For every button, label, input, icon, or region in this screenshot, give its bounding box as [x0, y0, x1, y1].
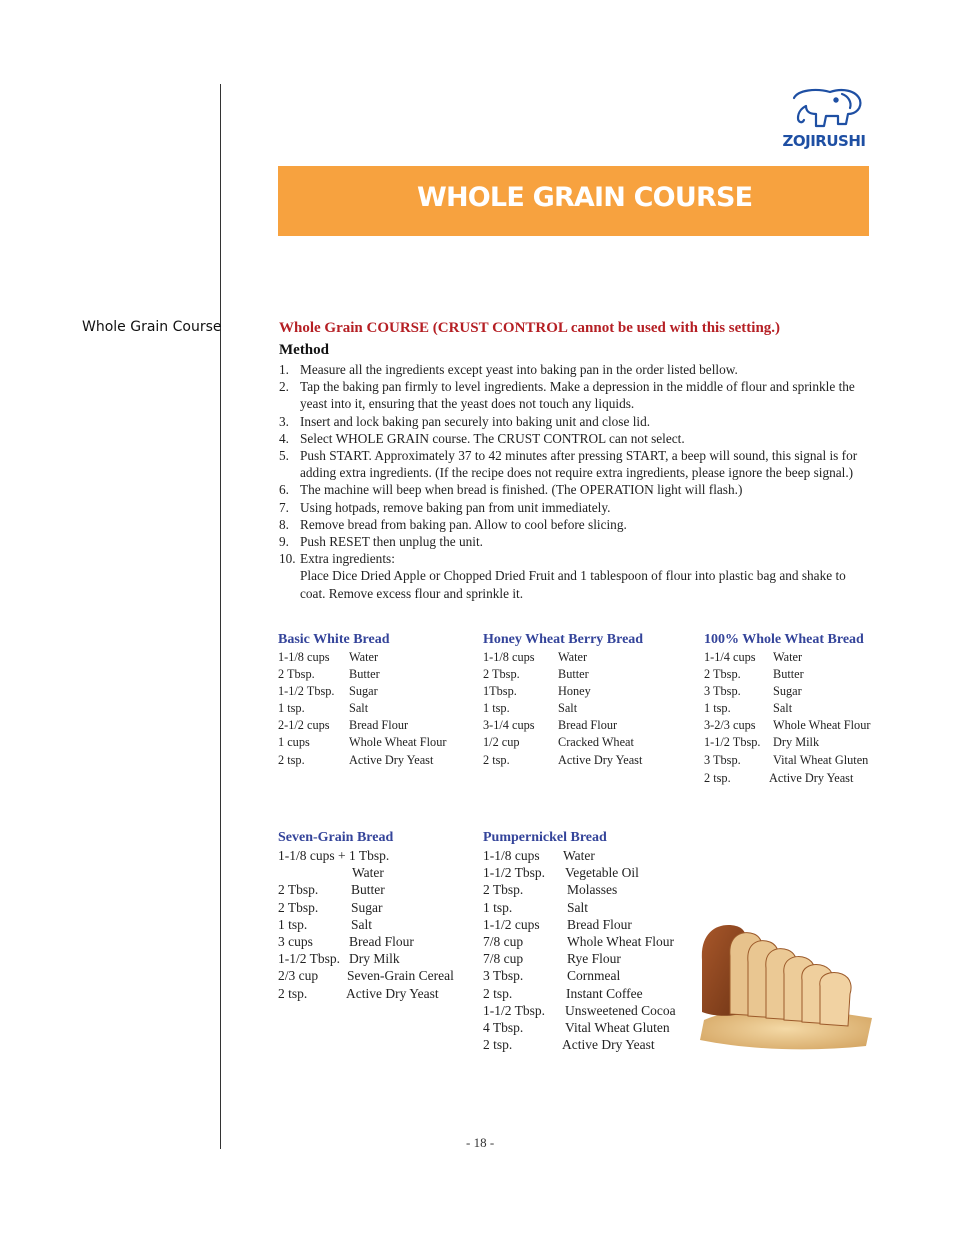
side-section-label: Whole Grain Course [82, 319, 222, 335]
step-text: Measure all the ingredients except yeast into baking pan in the order listed bellow. [300, 362, 738, 377]
ingredient-amount: 1 tsp. [278, 701, 305, 716]
ingredient-amount: 1-1/8 cups [483, 848, 540, 863]
ingredient-name: Sugar [773, 684, 802, 699]
ingredient-name: Active Dry Yeast [349, 752, 434, 767]
ingredient-row [483, 899, 683, 916]
ingredient-row [704, 666, 879, 683]
ingredient-row [483, 864, 683, 881]
step-item [279, 413, 869, 430]
step-number: 1. [279, 362, 289, 377]
ingredient-amount: 3 cups [278, 933, 313, 949]
recipe-title: Pumpernickel Bread [483, 830, 607, 845]
recipe-basic-white-bread [278, 631, 468, 769]
ingredient-name: Sugar [351, 899, 383, 915]
ingredient-name: Water [563, 848, 595, 863]
ingredient-row [483, 1002, 683, 1019]
ingredient-name: Unsweetened Cocoa [565, 1002, 676, 1018]
ingredient-row [483, 916, 683, 933]
ingredient-row [278, 967, 473, 984]
ingredient-amount: 2 tsp. [278, 752, 305, 767]
ingredient-amount: 3 Tbsp. [704, 752, 741, 767]
step-text: Using hotpads, remove baking pan from unit immediately. [300, 499, 611, 515]
ingredient-row [278, 847, 473, 864]
step-text: Push RESET then unplug the unit. [300, 534, 483, 550]
ingredient-name: Salt [351, 916, 373, 932]
step-text: Remove bread from baking pan. Allow to cool before slicing. [300, 516, 627, 532]
sliced-bread-image [690, 900, 880, 1060]
step-number: 2. [279, 379, 289, 395]
step-number: 4. [279, 430, 289, 446]
ingredient-row [278, 683, 468, 700]
ingredient-row [704, 700, 879, 717]
step-item [279, 481, 869, 498]
recipe-pumpernickel-bread [483, 829, 683, 1053]
step-text: Select WHOLE GRAIN course. The CRUST CONTROL can not select. [300, 430, 685, 446]
ingredient-row [483, 1036, 683, 1053]
ingredient-amount: 2 tsp. [278, 985, 308, 1001]
ingredient-name: Bread Flour [567, 916, 632, 932]
ingredient-amount: 2 Tbsp. [483, 882, 524, 898]
ingredient-amount: 1-1/2 cups [483, 916, 540, 932]
ingredient-amount: 1-1/2 Tbsp. [278, 684, 335, 699]
ingredient-name: Water [349, 650, 379, 664]
ingredient-row [278, 752, 468, 769]
ingredient-row [278, 916, 473, 933]
ingredient-name: Active Dry Yeast [558, 752, 643, 767]
step-text: Push START. Approximately 37 to 42 minutes after pressing START, a beep will sound, this signal is for adding extra ingredients. (If the recipe does not require extra ingredients, please ignore the beep signal.) [300, 448, 858, 481]
ingredient-row [483, 985, 683, 1002]
ingredient-row [278, 864, 473, 881]
ingredient-row [483, 1019, 683, 1036]
ingredient-amount: 1 tsp. [704, 701, 731, 716]
ingredient-row [278, 881, 473, 898]
ingredient-amount: 1/2 cup [483, 735, 520, 750]
ingredient-name: Molasses [567, 882, 618, 898]
ingredient-name: Salt [567, 899, 589, 915]
title-banner [278, 166, 869, 236]
step-item [279, 430, 869, 447]
ingredient-amount: 1 cups [278, 735, 310, 750]
ingredient-amount: 2-1/2 cups [278, 718, 330, 733]
ingredient-amount: 1-1/2 Tbsp. [704, 735, 761, 750]
ingredient-row [483, 967, 683, 984]
margin-divider-line [220, 84, 221, 1149]
ingredient-name: Rye Flour [567, 951, 621, 967]
ingredient-name: Butter [773, 667, 804, 682]
ingredient-row [483, 847, 683, 864]
recipe-title: Basic White Bread [278, 632, 390, 647]
ingredient-row [483, 700, 688, 717]
ingredient-amount: 3-1/4 cups [483, 718, 535, 733]
ingredient-name: Water [558, 650, 588, 664]
recipe-title: Honey Wheat Berry Bread [483, 632, 644, 647]
ingredient-row [483, 717, 688, 734]
ingredient-name: Vegetable Oil [565, 865, 639, 881]
ingredient-name: Cornmeal [567, 968, 621, 984]
ingredient-name: Cracked Wheat [558, 735, 634, 750]
ingredient-row [278, 950, 473, 967]
ingredient-amount: 1-1/2 Tbsp. [483, 1002, 546, 1018]
ingredient-amount: 1Tbsp. [483, 684, 517, 699]
ingredient-name: Salt [349, 701, 369, 716]
step-text: Tap the baking pan firmly to level ingredients. Make a depression in the middle of flour and sprinkle the yeast into it, ensuring that the yeast does not touch any liquids. [300, 379, 855, 412]
step-number: 9. [279, 534, 289, 550]
method-steps [279, 361, 869, 602]
ingredient-name: Active Dry Yeast [562, 1037, 655, 1053]
ingredient-name: Sugar [349, 684, 378, 699]
ingredient-amount: 2 Tbsp. [278, 882, 319, 898]
ingredient-name: Bread Flour [558, 718, 618, 733]
ingredient-row [483, 881, 683, 898]
ingredient-name: Bread Flour [349, 718, 409, 733]
ingredient-row [278, 700, 468, 717]
ingredient-row [483, 734, 688, 751]
ingredient-row [278, 717, 468, 734]
page-number: - 18 - [466, 1135, 495, 1150]
ingredient-amount: 2 tsp. [483, 752, 510, 767]
ingredient-amount: 1-1/2 Tbsp. [483, 865, 546, 881]
ingredient-amount: 1-1/8 cups + 1 Tbsp. [278, 848, 390, 863]
step-text: Insert and lock baking pan securely into baking unit and close lid. [300, 413, 651, 429]
course-subtitle: Whole Grain COURSE (CRUST CONTROL cannot be used with this setting.) [279, 320, 781, 336]
ingredient-row [483, 666, 688, 683]
ingredient-amount: 2 Tbsp. [278, 667, 315, 682]
step-number: 5. [279, 448, 289, 464]
step-text: The machine will beep when bread is finished. (The OPERATION light will flash.) [300, 482, 743, 498]
ingredient-amount: 1-1/8 cups [278, 650, 330, 664]
method-heading: Method [279, 342, 329, 358]
ingredient-row [483, 683, 688, 700]
step-number: 6. [279, 482, 289, 498]
ingredient-amount: 7/8 cup [483, 951, 524, 967]
ingredient-name: Water [352, 865, 384, 881]
step-item [279, 378, 869, 412]
step-extra-text: Place Dice Dried Apple or Chopped Dried Fruit and 1 tablespoon of flour into plastic bag and shake to coat. Remove excess flour and sprinkle it. [300, 568, 846, 601]
step-item [279, 361, 869, 378]
ingredient-name: Honey [558, 684, 591, 699]
ingredient-amount: 1-1/2 Tbsp. [278, 951, 341, 967]
ingredient-amount: 2 tsp. [704, 770, 731, 785]
ingredient-row [278, 985, 473, 1002]
brand-wordmark: ZOJIRUSHI [782, 132, 866, 150]
ingredient-amount: 2 tsp. [483, 1037, 513, 1053]
ingredient-amount: 2/3 cup [278, 968, 319, 984]
ingredient-name: Whole Wheat Flour [773, 718, 871, 733]
zojirushi-elephant-logo [776, 84, 872, 150]
step-item [279, 447, 869, 481]
recipe-whole-wheat-bread [704, 631, 879, 787]
ingredient-row [704, 717, 879, 734]
ingredient-amount: 1-1/8 cups [483, 650, 535, 664]
ingredient-name: Bread Flour [349, 933, 414, 949]
ingredient-amount: 3 Tbsp. [483, 968, 524, 984]
ingredient-row [704, 649, 879, 666]
ingredient-name: Water [773, 650, 803, 664]
ingredient-row [278, 734, 468, 751]
ingredient-name: Butter [558, 667, 589, 682]
step-number: 3. [279, 413, 289, 429]
ingredient-amount: 2 Tbsp. [704, 667, 741, 682]
step-item [279, 516, 869, 533]
ingredient-row [704, 683, 879, 700]
ingredient-amount: 4 Tbsp. [483, 1019, 524, 1035]
ingredient-name: Dry Milk [349, 951, 400, 967]
ingredient-name: Vital Wheat Gluten [773, 752, 869, 767]
page-title: WHOLE GRAIN COURSE [417, 182, 753, 213]
ingredient-name: Seven-Grain Cereal [347, 968, 454, 984]
ingredient-row [278, 933, 473, 950]
ingredient-row [278, 666, 468, 683]
ingredient-row [483, 752, 688, 769]
ingredient-name: Active Dry Yeast [346, 985, 439, 1001]
recipe-honey-wheat-berry-bread [483, 631, 688, 769]
ingredient-amount: 2 Tbsp. [278, 899, 319, 915]
recipe-seven-grain-bread [278, 829, 473, 1002]
ingredient-row [704, 734, 879, 751]
ingredient-name: Salt [773, 701, 793, 716]
ingredient-row [704, 770, 879, 787]
ingredient-amount: 7/8 cup [483, 933, 524, 949]
ingredient-name: Whole Wheat Flour [349, 735, 447, 750]
ingredient-row [483, 649, 688, 666]
ingredient-amount: 3 Tbsp. [704, 684, 741, 699]
ingredient-row [278, 899, 473, 916]
recipe-title: 100% Whole Wheat Bread [704, 632, 864, 647]
ingredient-amount: 1 tsp. [278, 916, 308, 932]
ingredient-amount: 2 Tbsp. [483, 667, 520, 682]
ingredient-name: Vital Wheat Gluten [565, 1019, 670, 1035]
ingredient-amount: 2 tsp. [483, 985, 513, 1001]
ingredient-name: Active Dry Yeast [769, 770, 854, 785]
step-number: 10. [279, 551, 296, 567]
ingredient-name: Instant Coffee [566, 985, 643, 1001]
ingredient-name: Butter [351, 882, 385, 898]
step-item [279, 499, 869, 516]
ingredient-row [278, 649, 468, 666]
ingredient-name: Whole Wheat Flour [567, 933, 674, 949]
ingredient-amount: 1 tsp. [483, 701, 510, 716]
recipe-title: Seven-Grain Bread [278, 830, 394, 845]
step-item [279, 533, 869, 550]
ingredient-amount: 1-1/4 cups [704, 650, 756, 664]
step-number: 7. [279, 499, 289, 515]
ingredient-name: Butter [349, 667, 380, 682]
ingredient-name: Dry Milk [773, 735, 820, 750]
step-number: 8. [279, 516, 289, 532]
ingredient-row [483, 950, 683, 967]
ingredient-row [704, 752, 879, 769]
step-item [279, 550, 869, 602]
step-text: Extra ingredients: [300, 551, 395, 567]
ingredient-amount: 3-2/3 cups [704, 718, 756, 733]
ingredient-row [483, 933, 683, 950]
ingredient-amount: 1 tsp. [483, 899, 513, 915]
ingredient-name: Salt [558, 701, 578, 716]
